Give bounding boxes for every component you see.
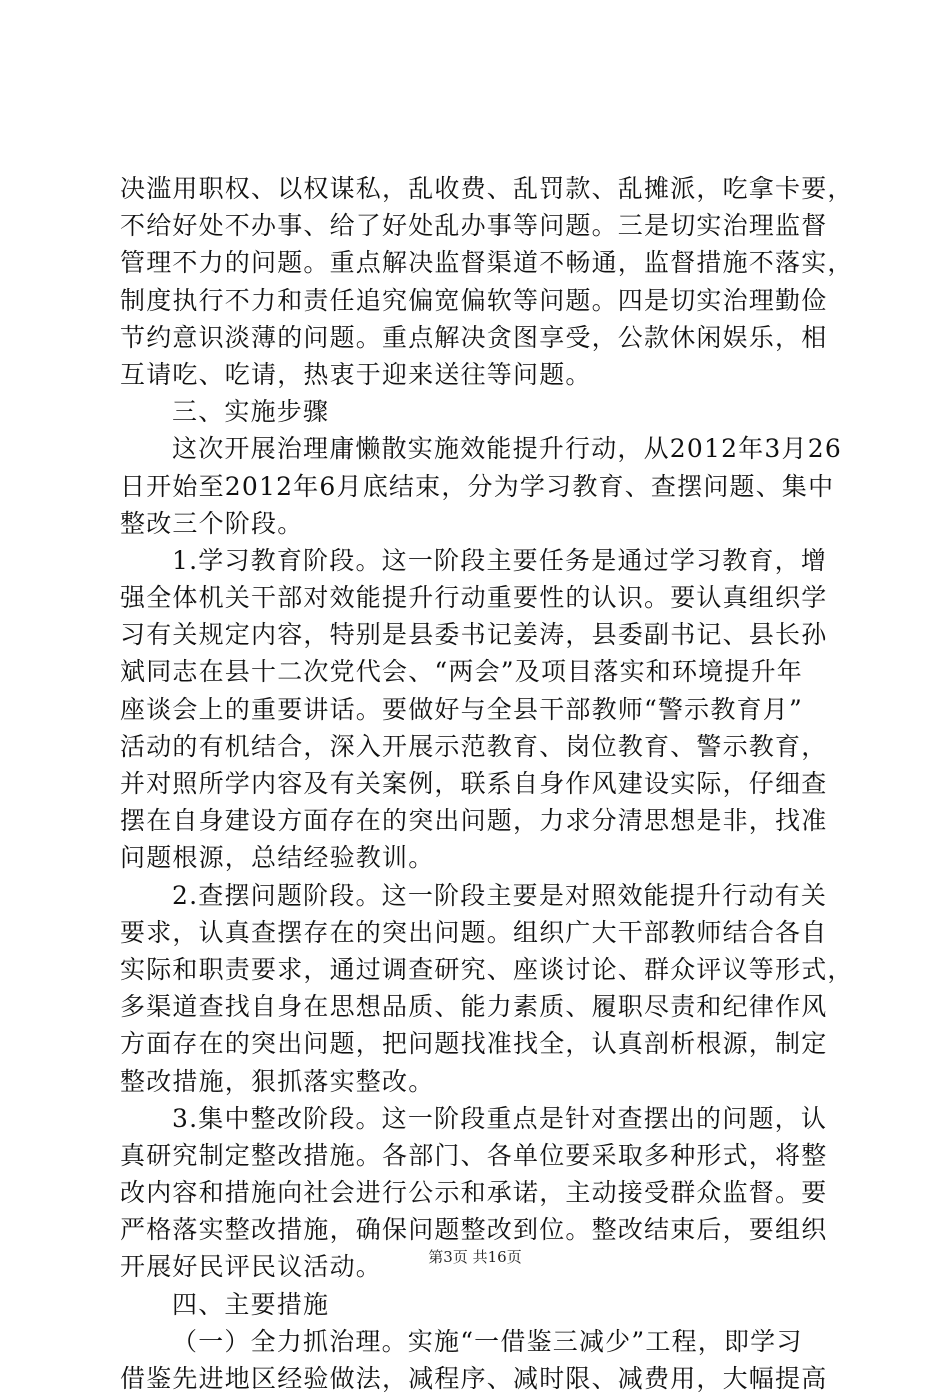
text-line: 座谈会上的重要讲话。要做好与全县干部教师“警示教育月” bbox=[120, 694, 803, 724]
document-body bbox=[120, 170, 854, 1397]
text-line: （一）全力抓治理。实施“一借鉴三减少”工程，即学习 bbox=[172, 1326, 803, 1356]
text-line: 3.集中整改阶段。这一阶段重点是针对查摆出的问题，认 bbox=[172, 1103, 828, 1133]
text-line: 决滥用职权、以权谋私，乱收费、乱罚款、乱摊派，吃拿卡要， bbox=[120, 174, 854, 203]
text-line: 活动的有机结合，深入开展示范教育、岗位教育、警示教育， bbox=[120, 731, 828, 761]
text-line: 借鉴先进地区经验做法，减程序、减时限、减费用，大幅提高 bbox=[120, 1364, 828, 1393]
text-line: 开展好民评民议活动。 bbox=[120, 1252, 383, 1282]
text-line: 2.查摆问题阶段。这一阶段主要是对照效能提升行动有关 bbox=[172, 880, 828, 910]
page-footer: 第3页 共16页 bbox=[428, 1248, 522, 1266]
text-line: 并对照所学内容及有关案例，联系自身作风建设实际，仔细查 bbox=[120, 769, 828, 798]
text-line: 多渠道查找自身在思想品质、能力素质、履职尽责和纪律作风 bbox=[120, 992, 828, 1022]
text-line: 整改三个阶段。 bbox=[120, 508, 304, 538]
text-line: 习有关规定内容，特别是县委书记姜涛，县委副书记、县长孙 bbox=[120, 620, 828, 650]
text-line: 这次开展治理庸懒散实施效能提升行动，从2012年3月26 bbox=[172, 434, 842, 464]
section-heading: 三、实施步骤 bbox=[172, 397, 330, 427]
text-line: 节约意识淡薄的问题。重点解决贪图享受，公款休闲娱乐，相 bbox=[120, 322, 828, 352]
text-line: 1.学习教育阶段。这一阶段主要任务是通过学习教育，增 bbox=[172, 545, 828, 575]
text-line: 摆在自身建设方面存在的突出问题，力求分清思想是非，找准 bbox=[120, 806, 828, 836]
text-line: 严格落实整改措施，确保问题整改到位。整改结束后，要组织 bbox=[120, 1215, 828, 1245]
text-line: 方面存在的突出问题，把问题找准找全，认真剖析根源，制定 bbox=[120, 1029, 828, 1059]
text-line: 不给好处不办事、给了好处乱办事等问题。三是切实治理监督 bbox=[120, 211, 828, 241]
text-line: 真研究制定整改措施。各部门、各单位要采取多种形式，将整 bbox=[120, 1140, 828, 1170]
text-line: 斌同志在县十二次党代会、“两会”及项目落实和环境提升年 bbox=[120, 657, 803, 687]
text-line: 强全体机关干部对效能提升行动重要性的认识。要认真组织学 bbox=[120, 583, 828, 613]
text-line: 制度执行不力和责任追究偏宽偏软等问题。四是切实治理勤俭 bbox=[120, 285, 828, 315]
text-line: 改内容和措施向社会进行公示和承诺，主动接受群众监督。要 bbox=[120, 1178, 828, 1208]
text-line: 问题根源，总结经验教训。 bbox=[120, 843, 435, 873]
text-line: 互请吃、吃请，热衷于迎来送往等问题。 bbox=[120, 359, 592, 389]
text-line: 实际和职责要求，通过调查研究、座谈讨论、群众评议等形式， bbox=[120, 954, 854, 984]
text-line: 要求，认真查摆存在的突出问题。组织广大干部教师结合各自 bbox=[120, 917, 828, 947]
text-line: 日开始至2012年6月底结束，分为学习教育、查摆问题、集中 bbox=[120, 471, 835, 501]
text-line: 整改措施，狠抓落实整改。 bbox=[120, 1066, 435, 1096]
section-heading: 四、主要措施 bbox=[172, 1289, 330, 1319]
text-line: 管理不力的问题。重点解决监督渠道不畅通，监督措施不落实， bbox=[120, 248, 854, 278]
